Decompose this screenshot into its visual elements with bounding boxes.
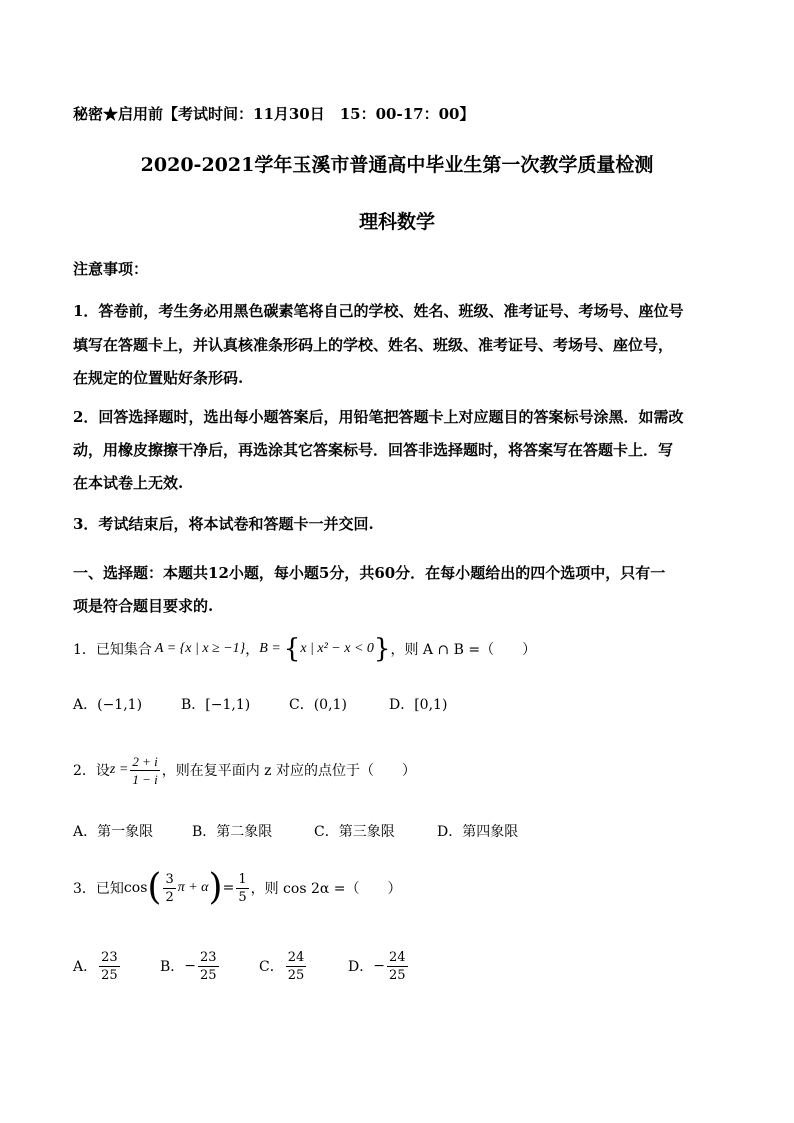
q3-option-b-label: B．: [160, 959, 185, 975]
q3-option-c-denominator: 25: [287, 967, 305, 983]
q3-option-c-label: C．: [259, 959, 284, 975]
q3-option-a-fraction: [99, 949, 120, 984]
q1-right-brace: }: [373, 634, 391, 664]
notice-item-2-line-1: 2．回答选择题时，选出每小题答案后，用铅笔把答题卡上对应题目的答案标号涂黑．如需改: [73, 408, 684, 426]
q2-denominator: 1 − i: [132, 771, 158, 787]
q1-set-b-inner: x | x² − x < 0: [300, 641, 374, 656]
q3-option-a-label: A．: [73, 959, 98, 975]
q3-option-d-sign: −: [373, 958, 385, 974]
notice-item-2-line-3: 在本试卷上无效.: [73, 474, 184, 492]
q2-option-a: A．第一象限: [73, 824, 154, 840]
q3-option-a: [73, 946, 122, 986]
q3-equals: =: [222, 880, 235, 896]
q2-suffix: ，则在复平面内 z 对应的点位于（ ）: [161, 763, 416, 779]
q3-option-b: [160, 946, 221, 986]
q3-right-paren: ): [208, 867, 223, 908]
section-1-line-2: 项是符合题目要求的.: [73, 597, 214, 615]
q3-option-d: [348, 946, 410, 986]
exam-title: 2020-2021学年玉溪市普通高中毕业生第一次教学质量检测: [140, 154, 654, 176]
question-2: [73, 750, 416, 790]
q1-left-brace: {: [283, 634, 301, 664]
q3-denominator: 2: [165, 889, 174, 905]
section-1-line-1: 一、选择题：本题共12小题，每小题5分，共60分．在每小题给出的四个选项中，只有一: [73, 564, 666, 582]
notice-heading: 注意事项：: [73, 260, 149, 278]
exam-subject: 理科数学: [358, 211, 435, 233]
q2-prefix: 2．设: [73, 763, 110, 779]
q3-rhs-denominator: 5: [238, 889, 247, 905]
q2-option-c: C．第三象限: [314, 824, 395, 840]
q3-option-d-fraction: [387, 949, 408, 984]
q3-option-a-denominator: 25: [101, 967, 118, 983]
q1-option-a: A．(−1,1): [73, 697, 143, 713]
q1-comma: ，: [245, 642, 260, 658]
notice-item-1-line-2: 填写在答题卡上，并认真核准条形码上的学校、姓名、班级、准考证号、考场号、座位号，: [73, 336, 674, 354]
q3-option-d-numerator: 24: [388, 949, 406, 965]
q3-option-a-numerator: 23: [101, 949, 118, 965]
q1-set-a: A = {x | x ≥ −1}: [154, 641, 246, 656]
q3-option-d-label: D．: [348, 959, 374, 975]
q1-prefix: 1．已知集合: [73, 642, 152, 658]
q3-angle: π + α: [177, 880, 209, 895]
q1-set-b-left: B =: [259, 641, 281, 656]
q1-suffix: ，则 A ∩ B =（ ）: [390, 642, 537, 658]
q3-option-b-fraction: [198, 949, 219, 984]
question-1: [73, 636, 536, 662]
q3-suffix: ，则 cos 2α =（ ）: [250, 881, 402, 897]
notice-item-1-line-3: 在规定的位置贴好条形码.: [73, 369, 244, 387]
q2-option-d: D．第四象限: [437, 824, 519, 840]
q3-prefix: 3．已知: [73, 881, 124, 897]
q3-left-paren: (: [147, 867, 162, 908]
q2-fraction: [130, 753, 159, 788]
q1-option-c: C．(0,1): [289, 697, 347, 713]
question-3: [73, 866, 402, 910]
q3-option-b-denominator: 25: [200, 967, 217, 983]
q3-rhs-numerator: 1: [238, 871, 247, 887]
notice-item-3: 3．考试结束后，将本试卷和答题卡一并交回.: [73, 515, 374, 533]
q3-option-c-numerator: 24: [287, 949, 305, 965]
q3-cos: cos: [123, 880, 148, 896]
q3-fraction: [163, 871, 175, 906]
q1-option-b: B．[−1,1): [181, 697, 251, 713]
q3-option-b-numerator: 23: [200, 949, 217, 965]
q3-option-d-denominator: 25: [388, 967, 406, 983]
q1-option-d: D．[0,1): [389, 697, 448, 713]
q2-z: z =: [109, 762, 129, 777]
q3-rhs-fraction: [236, 871, 248, 906]
q3-numerator: 3: [165, 871, 174, 887]
q3-option-c: [259, 946, 308, 986]
notice-item-1-line-1: 1．答卷前，考生务必用黑色碳素笔将自己的学校、姓名、班级、准考证号、考场号、座位号: [73, 302, 684, 320]
notice-item-2-line-2: 动，用橡皮擦擦干净后，再选涂其它答案标号．回答非选择题时，将答案写在答题卡上．写: [73, 441, 674, 459]
q2-numerator: 2 + i: [132, 753, 158, 769]
q2-option-b: B．第二象限: [192, 824, 273, 840]
q3-option-b-sign: −: [184, 958, 197, 974]
confidential-header: 秘密★启用前【考试时间：11月30日 15：00-17：00】: [73, 105, 475, 123]
q3-option-c-fraction: [286, 949, 307, 984]
